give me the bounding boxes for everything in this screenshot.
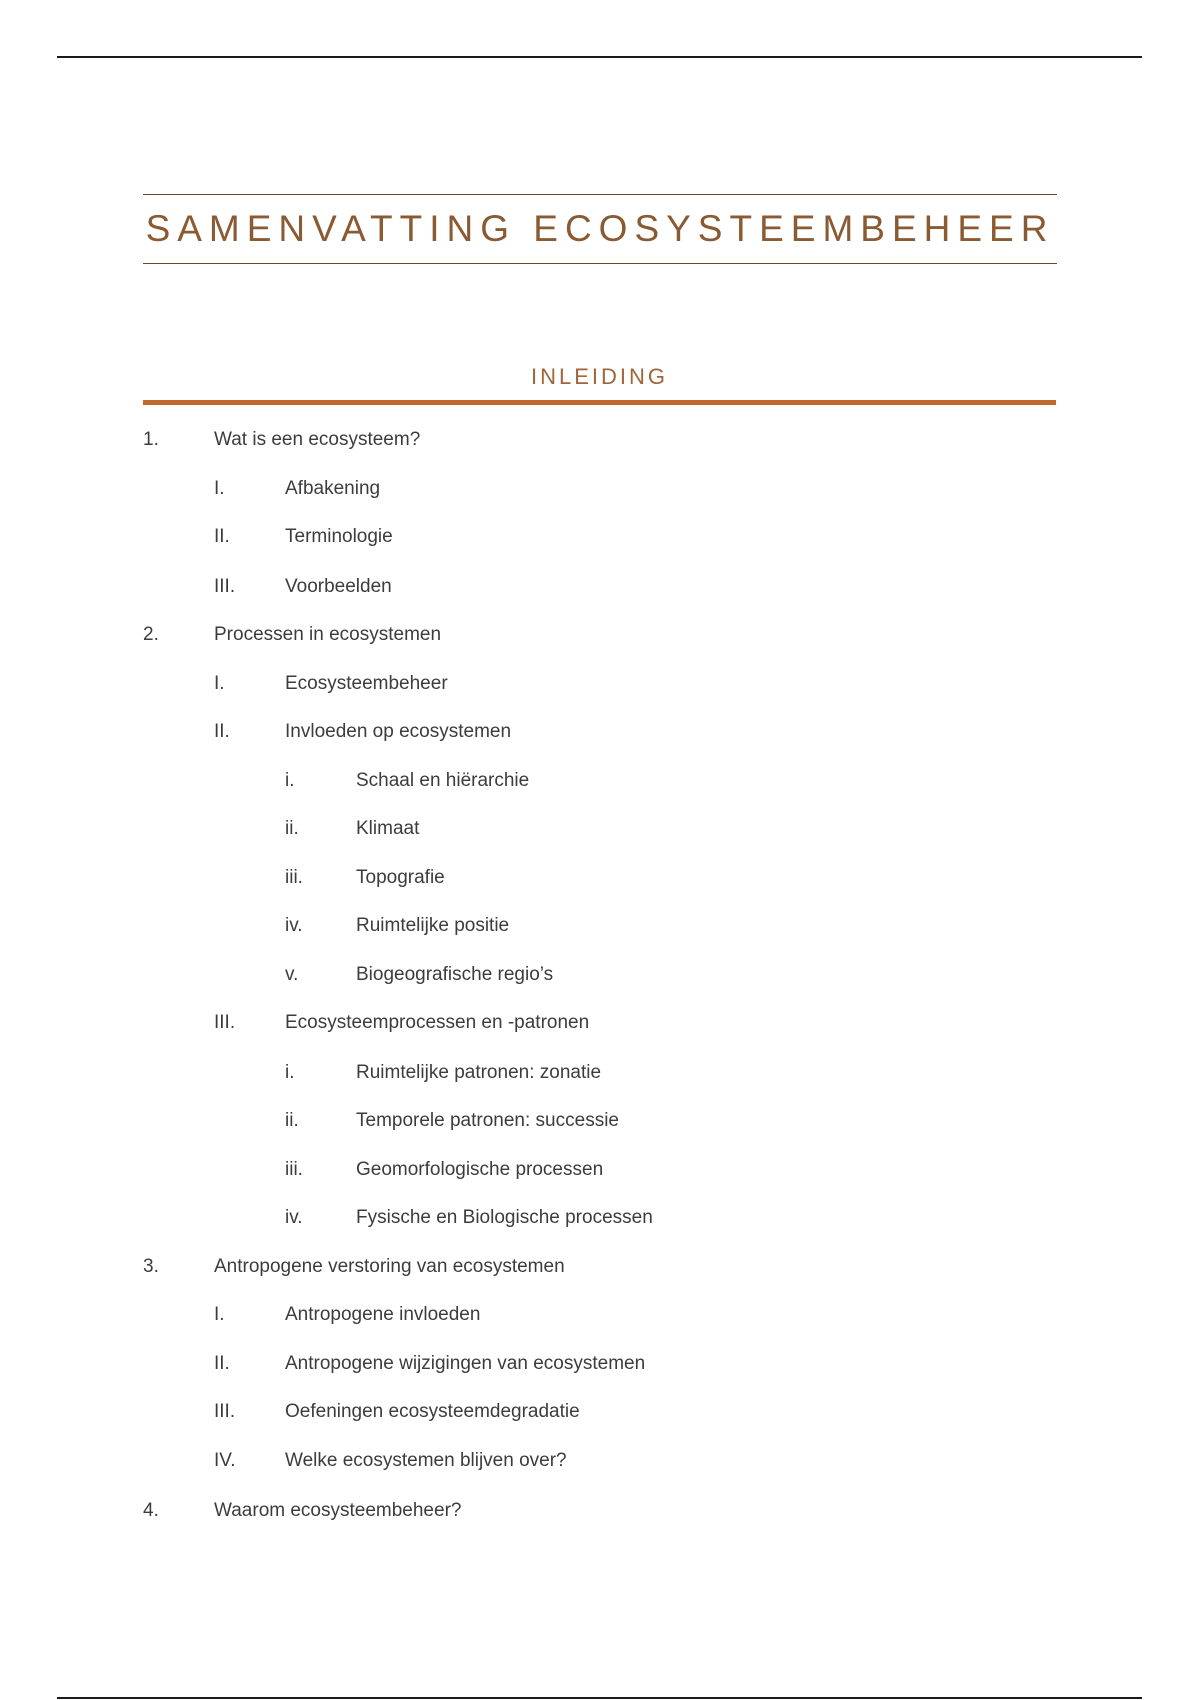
toc-label: Temporele patronen: successie [356, 1110, 619, 1131]
toc-number: II. [214, 526, 230, 547]
toc-label: Ecosysteembeheer [285, 673, 448, 694]
page-top-rule [57, 56, 1142, 58]
toc-number: i. [285, 770, 295, 791]
toc-label: Afbakening [285, 478, 381, 499]
toc-label: Biogeografische regio’s [356, 964, 554, 985]
toc-label: Voorbeelden [285, 576, 392, 597]
toc-label: Ecosysteemprocessen en -patronen [285, 1012, 590, 1033]
toc-number: I. [214, 478, 225, 499]
toc-label: Geomorfologische processen [356, 1159, 604, 1180]
toc-number: IV. [214, 1450, 236, 1471]
toc-number: 2. [143, 624, 159, 645]
toc-number: II. [214, 721, 230, 742]
toc-label: Ruimtelijke patronen: zonatie [356, 1062, 602, 1083]
toc-label: Welke ecosystemen blijven over? [285, 1450, 567, 1471]
document-title: SAMENVATTING ECOSYSTEEMBEHEER [145, 208, 1055, 249]
toc-label: Klimaat [356, 818, 420, 839]
toc-label: Antropogene invloeden [285, 1304, 481, 1325]
title-box [143, 194, 1057, 264]
toc-number: III. [214, 1012, 236, 1033]
toc-label: Antropogene verstoring van ecosystemen [214, 1256, 565, 1277]
toc-number: 1. [143, 429, 159, 450]
toc-label: Wat is een ecosysteem? [214, 429, 421, 450]
toc-number: I. [214, 1304, 225, 1325]
toc-label: Ruimtelijke positie [356, 915, 510, 936]
toc-number: iii. [285, 1159, 303, 1180]
toc-label: Waarom ecosysteembeheer? [214, 1500, 462, 1521]
toc-number: I. [214, 673, 225, 694]
toc-number: v. [285, 964, 299, 985]
toc-number: III. [214, 1401, 236, 1422]
toc-number: iii. [285, 867, 303, 888]
toc-number: iv. [285, 1207, 303, 1228]
toc-label: Terminologie [285, 526, 393, 547]
toc-number: 4. [143, 1500, 159, 1521]
toc-label: Schaal en hiërarchie [356, 770, 530, 791]
toc-number: ii. [285, 1110, 299, 1131]
toc-label: Fysische en Biologische processen [356, 1207, 653, 1228]
toc-number: II. [214, 1353, 230, 1374]
toc-label: Antropogene wijzigingen van ecosystemen [285, 1353, 646, 1374]
toc-label: Processen in ecosystemen [214, 624, 442, 645]
toc-label: Invloeden op ecosystemen [285, 721, 512, 742]
section-rule [143, 400, 1056, 405]
toc-label: Oefeningen ecosysteemdegradatie [285, 1401, 580, 1422]
page-bottom-rule [57, 1697, 1142, 1699]
toc-number: III. [214, 576, 236, 597]
toc-number: ii. [285, 818, 299, 839]
toc-label: Topografie [356, 867, 445, 888]
toc-number: iv. [285, 915, 303, 936]
toc-number: i. [285, 1062, 295, 1083]
section-heading: INLEIDING [530, 364, 669, 389]
toc-number: 3. [143, 1256, 159, 1277]
